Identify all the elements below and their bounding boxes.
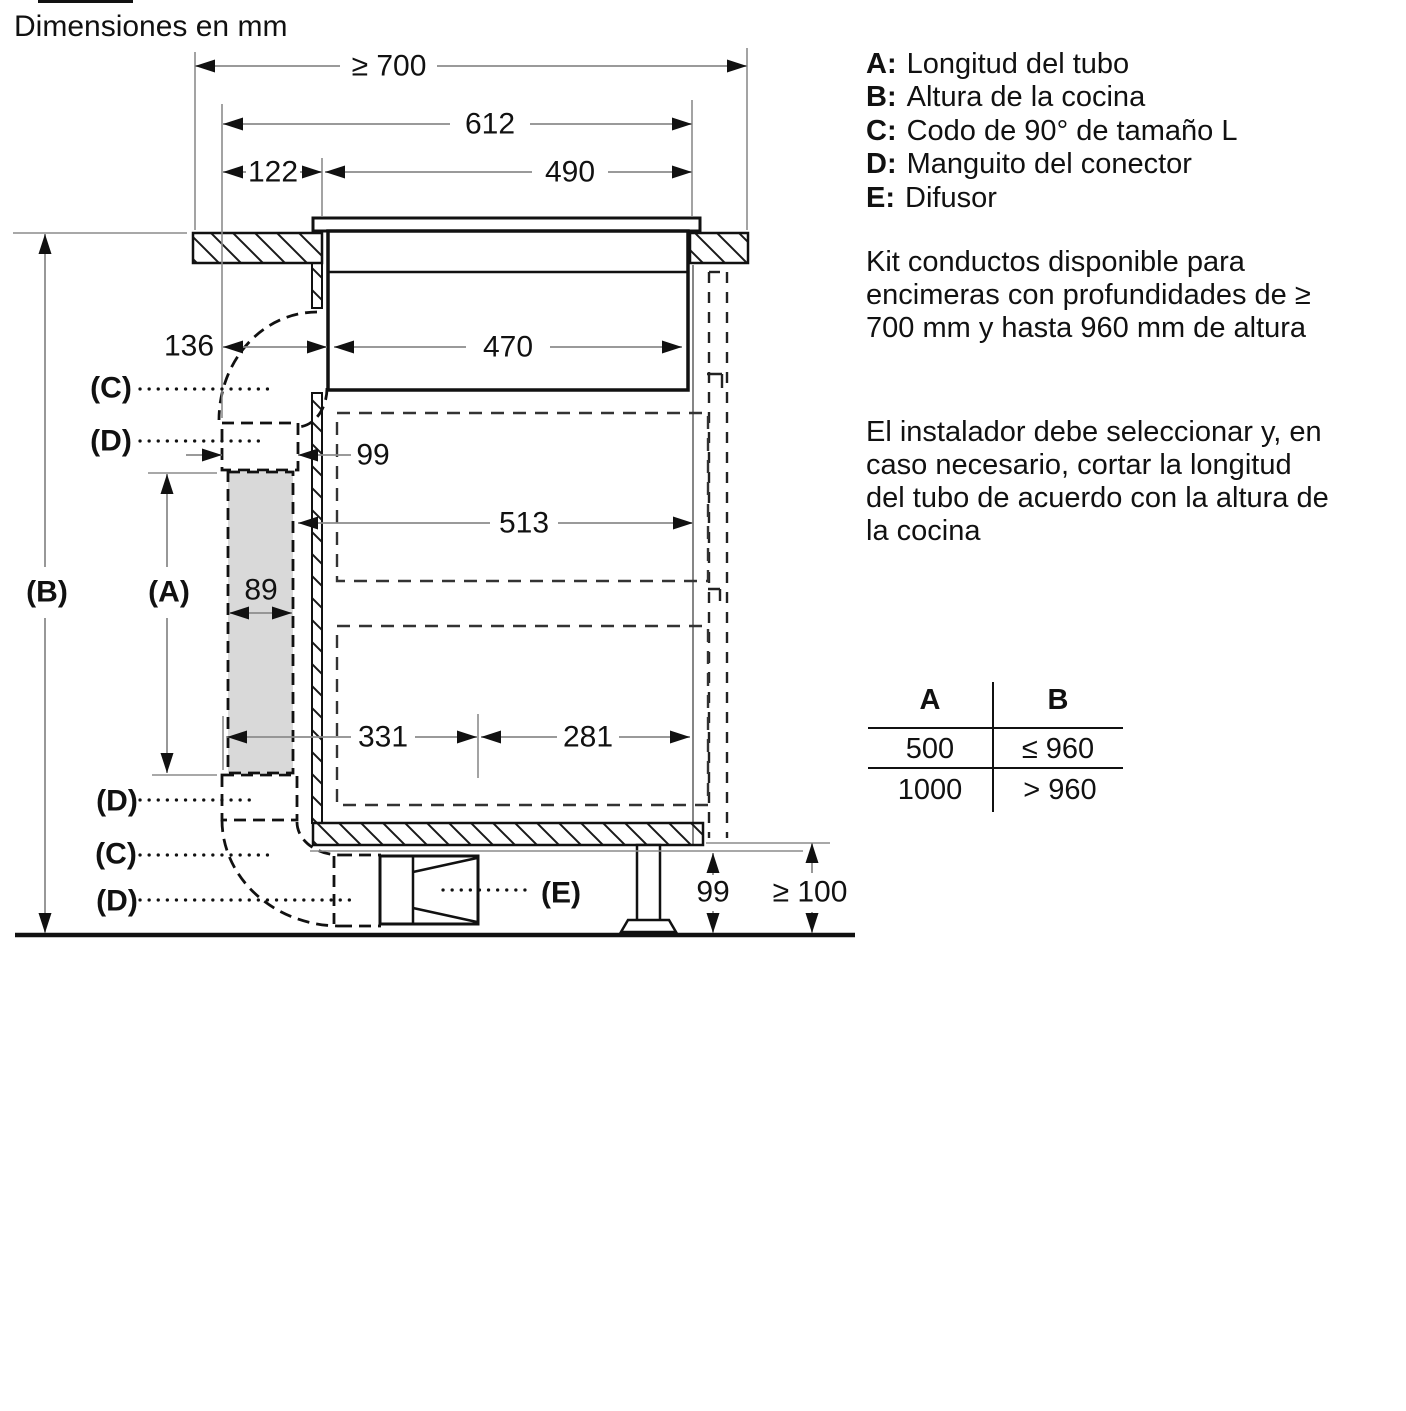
note-installer-line3: del tubo de acuerdo con la altura de — [866, 482, 1329, 514]
dim-cutout-width: 490 — [544, 155, 596, 189]
screenshot-crop-artifact — [38, 0, 133, 3]
hob-glass-top — [313, 218, 700, 231]
callout-C-lower: (C) — [95, 837, 137, 871]
dim-worktop-depth: ≥ 700 — [351, 49, 427, 83]
legend-text-C: Codo de 90° de tamaño L — [906, 115, 1238, 147]
table-cell-r2c1: 1000 — [897, 774, 963, 806]
legend-key-D: D: — [866, 148, 897, 180]
legend-item-C — [866, 115, 1237, 147]
flat-duct-tube — [228, 472, 293, 773]
table-cell-r1c2: ≤ 960 — [1021, 733, 1095, 765]
dim-left-span: 331 — [357, 720, 409, 754]
note-kit — [866, 246, 1311, 344]
dim-cabinet-inner-width: 513 — [498, 506, 550, 540]
legend-text-D: Manguito del conector — [906, 148, 1192, 180]
legend-text-A: Longitud del tubo — [906, 48, 1130, 80]
dim-hob-width: 612 — [464, 107, 516, 141]
hob-unit — [313, 218, 700, 390]
diffuser — [380, 856, 478, 924]
callout-E: (E) — [541, 876, 581, 910]
note-kit-line2: encimeras con profundidades de ≥ — [866, 279, 1311, 311]
dim-duct-offset: 122 — [247, 155, 299, 189]
dim-duct-depth-top: 99 — [356, 438, 390, 472]
table-header-A: A — [919, 684, 941, 716]
legend-key-C: C: — [866, 115, 897, 147]
callout-C-upper: (C) — [90, 371, 132, 405]
note-installer-line1: El instalador debe seleccionar y, en — [866, 416, 1322, 448]
cabinet-bottom-panel — [313, 823, 703, 845]
legend-item-D — [866, 148, 1192, 180]
callout-A: (A) — [148, 575, 190, 609]
note-installer-line4: la cocina — [866, 515, 981, 547]
worktop-left-block — [193, 233, 322, 263]
dim-tube-width: 89 — [244, 573, 278, 607]
table-cell-r2c2: > 960 — [1023, 774, 1097, 806]
hob-body — [328, 231, 688, 390]
dim-floor-clearance: ≥ 100 — [772, 875, 848, 909]
callout-D-lower: (D) — [96, 884, 138, 918]
dim-plinth-height: 99 — [696, 875, 730, 909]
callout-D-middle: (D) — [96, 784, 138, 818]
legend-key-E: E: — [866, 182, 895, 214]
table-cell-r1c1: 500 — [905, 733, 955, 765]
note-kit-line3: 700 mm y hasta 960 mm de altura — [866, 312, 1307, 344]
worktop-right-block — [690, 233, 748, 263]
table-header-B: B — [1047, 684, 1069, 716]
diagram-title: Dimensiones en mm — [14, 10, 288, 43]
cabinet-left-wall-stub — [312, 263, 322, 308]
callout-D-upper: (D) — [90, 424, 132, 458]
legend-key-A: A: — [866, 48, 897, 80]
legend-text-B: Altura de la cocina — [906, 81, 1146, 113]
legend-item-B — [866, 81, 1146, 113]
note-kit-line1: Kit conductos disponible para — [866, 246, 1245, 278]
legend-text-E: Difusor — [905, 182, 997, 214]
note-installer-line2: caso necesario, cortar la longitud — [866, 449, 1292, 481]
callout-B: (B) — [26, 575, 68, 609]
dim-right-span: 281 — [562, 720, 614, 754]
dim-duct-clearance: 136 — [163, 329, 215, 363]
cabinet-foot-base — [621, 920, 676, 932]
legend-key-B: B: — [866, 81, 897, 113]
diffuser-housing — [380, 856, 478, 924]
cabinet-left-wall — [312, 393, 322, 823]
dim-hob-body-width: 470 — [482, 330, 534, 364]
legend-item-E — [866, 182, 997, 214]
cabinet-foot-column — [637, 845, 660, 922]
